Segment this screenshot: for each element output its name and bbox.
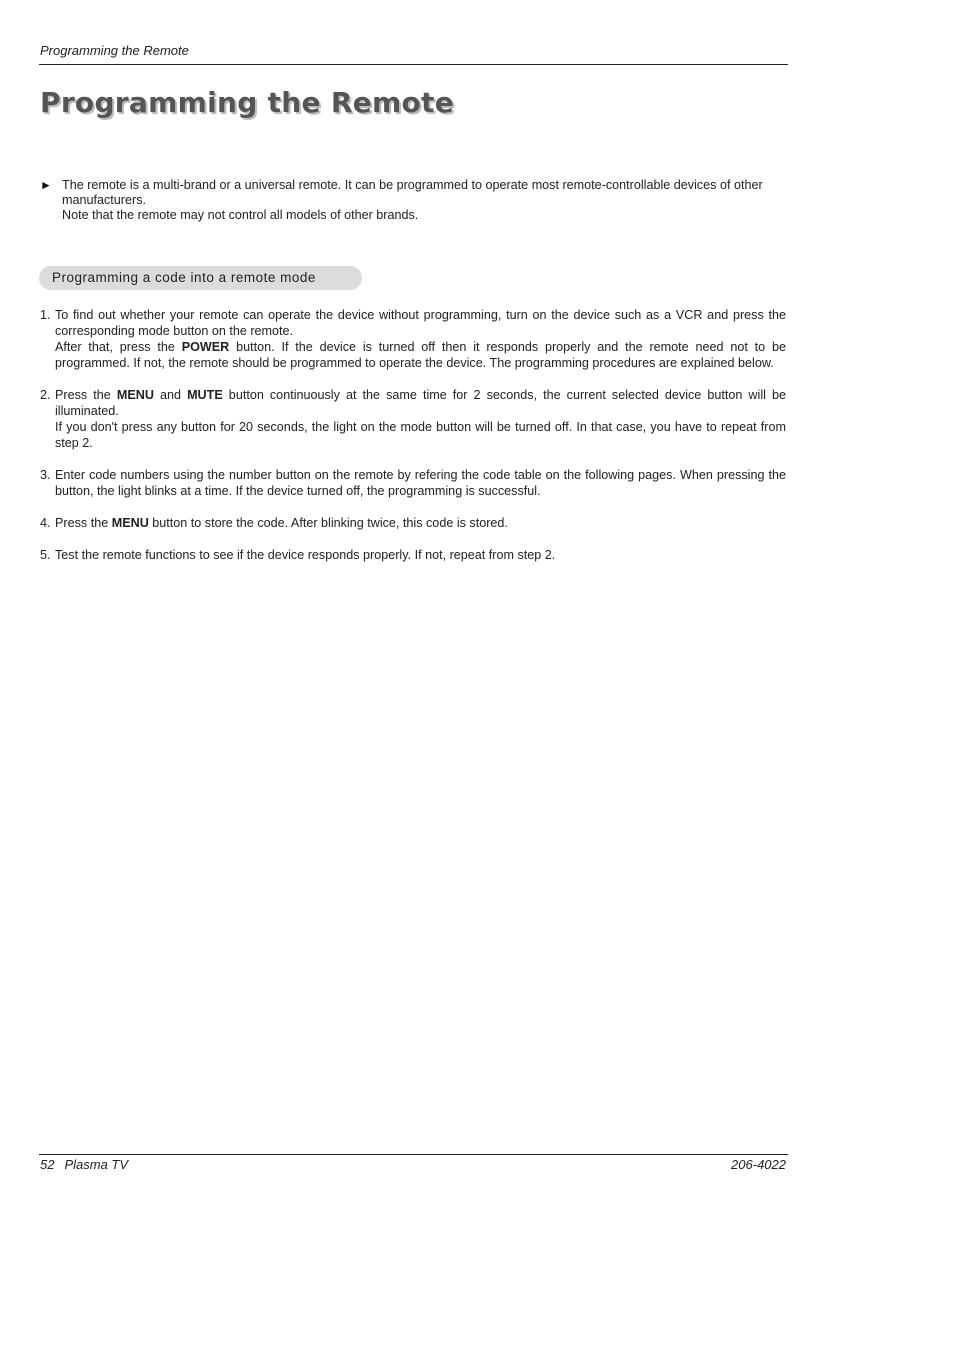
step-number: 2. — [40, 388, 51, 402]
text-run: Press the — [55, 516, 112, 530]
text-run: After that, press the — [55, 340, 182, 354]
footer-left — [40, 1157, 128, 1172]
step-text: Test the remote functions to see if the device responds properly. If not, repeat from step 2. — [55, 548, 556, 562]
steps-list — [40, 307, 786, 579]
running-head: Programming the Remote — [40, 43, 189, 58]
page-number: 52 — [40, 1157, 55, 1172]
intro-text-1: The remote is a multi-brand or a universal remote. It can be programmed to operate most remote-controllable devices of other manufacturers. — [62, 178, 763, 207]
step-1 — [40, 307, 786, 371]
step-number: 4. — [40, 516, 51, 530]
step-4 — [40, 515, 786, 531]
page-title: Programming the Remote — [40, 86, 454, 119]
menu-button-name: MENU — [116, 388, 154, 402]
product-name: Plasma TV — [64, 1157, 129, 1172]
triangle-bullet-icon: ► — [40, 178, 52, 192]
text-run: and — [153, 388, 188, 402]
step-text — [55, 515, 786, 531]
section-heading: Programming a code into a remote mode — [39, 266, 362, 290]
menu-button-name: MENU — [111, 516, 149, 530]
step-text: If you don't press any button for 20 seconds, the light on the mode button will be turned off. In that case, you have to repeat from step 2. — [55, 420, 786, 450]
step-text: Enter code numbers using the number button on the remote by refering the code table on the following pages. When pressing the button, the light blinks at a time. If the device turned off, the programming is successful. — [55, 468, 786, 498]
top-divider — [39, 64, 788, 65]
bottom-divider — [39, 1154, 788, 1155]
step-text — [55, 339, 786, 371]
doc-code: 206-4022 — [731, 1157, 786, 1172]
text-run: Press the — [55, 388, 117, 402]
step-2 — [40, 387, 786, 451]
step-number: 5. — [40, 548, 51, 562]
step-number: 1. — [40, 308, 51, 322]
mute-button-name: MUTE — [187, 388, 223, 402]
step-number: 3. — [40, 468, 51, 482]
step-text: To find out whether your remote can operate the device without programming, turn on the device such as a VCR and press the corresponding mode button on the remote. — [55, 308, 786, 338]
power-button-name: POWER — [181, 340, 230, 354]
intro-note — [40, 178, 770, 223]
text-run: button continuously at the same time for 2 seconds, the current selected device button will be illuminated. — [55, 388, 786, 418]
step-text — [55, 387, 786, 419]
step-5 — [40, 547, 786, 563]
intro-text-2: Note that the remote may not control all models of other brands. — [62, 208, 419, 222]
text-run: button to store the code. After blinking twice, this code is stored. — [148, 516, 508, 530]
text-run: button. If the device is turned off then it responds properly and the remote need not to be programmed. If not, the remote should be programmed to operate the device. The programming procedures are explained below. — [55, 340, 786, 370]
step-3 — [40, 467, 786, 499]
